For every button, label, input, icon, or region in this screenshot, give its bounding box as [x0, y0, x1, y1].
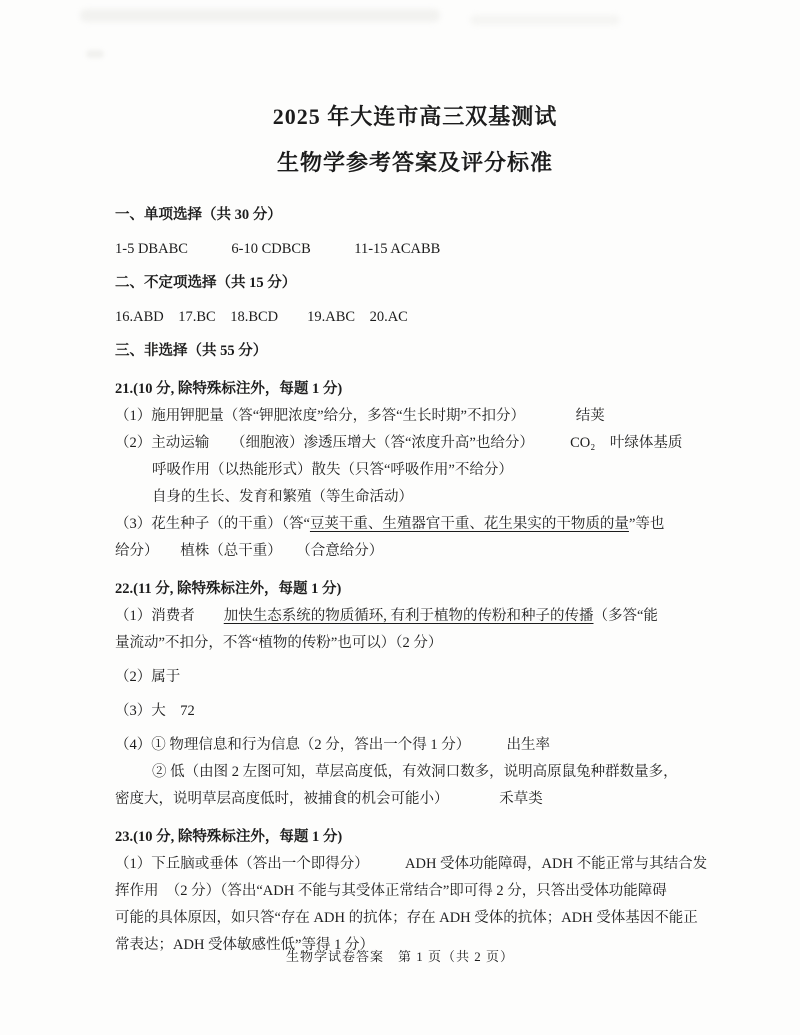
q23-heading: 23.(10 分, 除特殊标注外，每题 1 分): [115, 829, 343, 845]
q22-item2: （2）属于: [115, 669, 181, 685]
section-2-answers: 16.ABD 17.BC 18.BCD 19.ABC 20.AC: [115, 309, 408, 325]
q23-item1-line1: （1）下丘脑或垂体（答出一个即得分） ADH 受体功能障碍，ADH 不能正常与其结合发: [115, 856, 708, 872]
q22-item4-line2: ② 低（由图 2 左图可知，草层高度低，有效洞口数多，说明高原鼠兔种群数量多，: [152, 764, 678, 780]
text-segment: （1）消费者: [115, 608, 224, 624]
q21-item2-line2: 呼吸作用（以热能形式）散失（只答“呼吸作用”不给分）: [152, 462, 513, 478]
q21-item2-line1: （2）主动运输 （细胞液）渗透压增大（答“浓度升高”也给分） CO₂ 叶绿体基质: [115, 435, 683, 451]
scan-artifact: [86, 50, 104, 58]
section-3-heading: 三、非选择（共 55 分）: [115, 343, 268, 359]
q21-item1: （1）施用钾肥量（答“钾肥浓度”给分，多答“生长时期”不扣分） 结荚: [115, 408, 605, 424]
underlined-text: 加快生态系统的物质循环, 有利于植物的传粉和种子的传播: [223, 608, 594, 624]
q22-item3: （3）大 72: [115, 703, 195, 719]
page-footer: 生物学试卷答案 第 1 页（共 2 页）: [285, 949, 514, 964]
exam-subtitle: 生物学参考答案及评分标准: [276, 150, 553, 175]
q23-item1-line3: 可能的具体原因，如只答“存在 ADH 的抗体；存在 ADH 受体的抗体；ADH 受体基因不能正: [115, 910, 698, 926]
text-segment: （3）花生种子（的干重）（答“: [115, 516, 310, 532]
q23-item1-line4: 常表达；ADH 受体敏感性低”等得 1 分）: [115, 937, 374, 953]
section-1-answers: 1-5 DBABC 6-10 CDBCB 11-15 ACABB: [115, 241, 441, 257]
underlined-text: 豆荚干重、生殖器官干重、花生果实的干物质的量: [309, 516, 629, 532]
q21-item2-line3: 自身的生长、发育和繁殖（等生命活动）: [152, 489, 413, 505]
q21-item3-line2: 给分） 植株（总干重） （合意给分）: [115, 543, 384, 559]
section-1-heading: 一、单项选择（共 30 分）: [115, 207, 282, 223]
text-segment: （多答“能: [593, 608, 658, 624]
q22-heading: 22.(11 分, 除特殊标注外，每题 1 分): [115, 581, 342, 597]
q21-item3-line1: [115, 511, 715, 538]
scan-artifact: [80, 9, 440, 22]
q22-item1-line1: [115, 603, 715, 630]
q22-item4-line1: （4）① 物理信息和行为信息（2 分，答出一个得 1 分） 出生率: [115, 737, 550, 753]
q22-item1-line2: 量流动”不扣分，不答“植物的传粉”也可以）（2 分）: [115, 635, 443, 651]
section-2-heading: 二、不定项选择（共 15 分）: [115, 275, 297, 291]
q21-heading: 21.(10 分, 除特殊标注外，每题 1 分): [115, 381, 343, 397]
scan-artifact: [470, 15, 620, 25]
exam-title: 2025 年大连市高三双基测试: [272, 104, 558, 129]
q23-item1-line2: 挥作用 （2 分）（答出“ADH 不能与其受体正常结合”即可得 2 分，只答出受体功能障碍: [115, 883, 667, 899]
text-segment: ”等也: [628, 516, 665, 532]
q22-item4-line3: 密度大，说明草层高度低时，被捕食的机会可能小） 禾草类: [115, 791, 543, 807]
